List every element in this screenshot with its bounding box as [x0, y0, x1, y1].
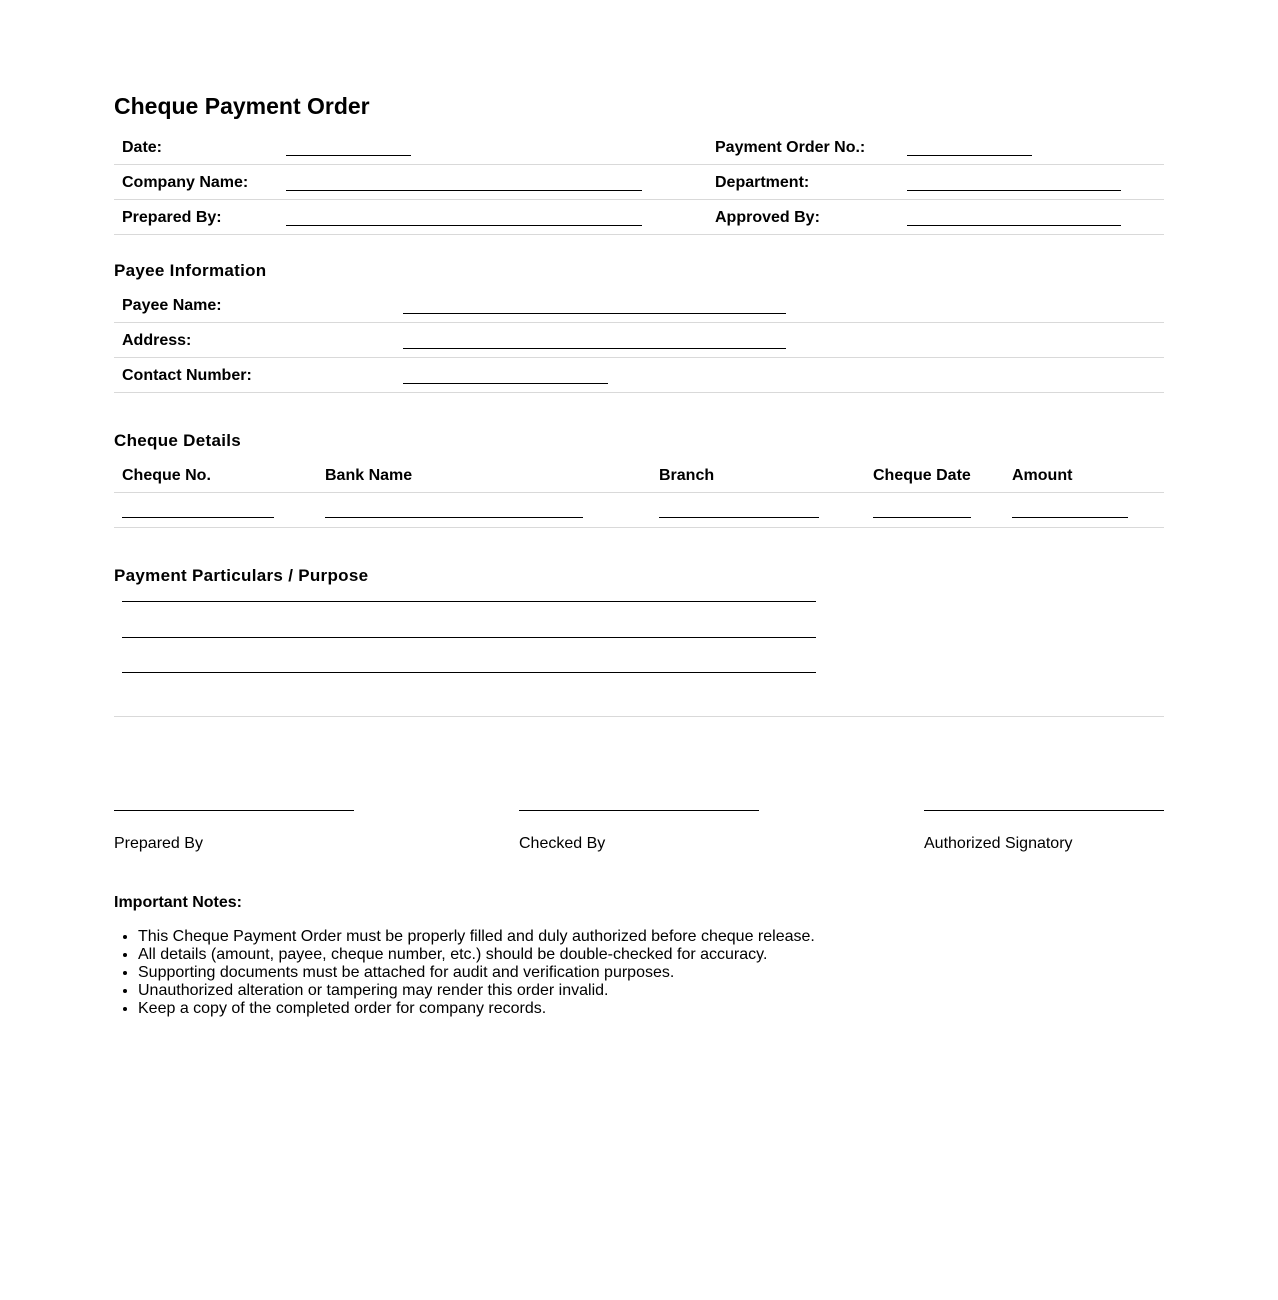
checked-by-signature-line[interactable] [519, 810, 759, 811]
authorized-signature-line[interactable] [924, 810, 1164, 811]
col-bank-name: Bank Name [325, 467, 413, 484]
note-item: • Unauthorized alteration or tampering may render this order invalid. [138, 982, 815, 1000]
cheque-no-field[interactable] [122, 517, 274, 518]
particulars-section-title: Payment Particulars / Purpose [114, 566, 369, 585]
note-item: • Supporting documents must be attached for audit and verification purposes. [138, 964, 815, 982]
col-cheque-date: Cheque Date [873, 467, 971, 484]
payee-row-address [114, 323, 1164, 358]
checked-by-signature-label: Checked By [519, 835, 606, 852]
col-branch: Branch [659, 467, 715, 484]
cheque-entry-row [114, 493, 1164, 528]
note-item: • Keep a copy of the completed order for company records. [138, 1000, 815, 1018]
department-field[interactable] [907, 190, 1121, 191]
header-row-prepared [114, 200, 1164, 235]
cheque-date-field[interactable] [873, 517, 971, 518]
particulars-line-1[interactable] [122, 601, 816, 602]
department-label: Department: [715, 174, 810, 191]
cheque-header-row [114, 458, 1164, 493]
payment-order-no-label: Payment Order No.: [715, 139, 866, 156]
amount-field[interactable] [1012, 517, 1128, 518]
note-item: • This Cheque Payment Order must be properly filled and duly authorized before cheque release. [138, 928, 815, 946]
date-label: Date: [122, 139, 163, 156]
col-amount: Amount [1012, 467, 1073, 484]
company-name-label: Company Name: [122, 174, 249, 191]
branch-field[interactable] [659, 517, 819, 518]
approved-by-label: Approved By: [715, 209, 820, 226]
payee-name-field[interactable] [403, 313, 786, 314]
cheque-section [114, 423, 1164, 528]
cheque-section-title: Cheque Details [114, 431, 242, 450]
prepared-by-field[interactable] [286, 225, 642, 226]
prepared-by-signature-label: Prepared By [114, 835, 203, 852]
address-label: Address: [122, 332, 192, 349]
note-item: • All details (amount, payee, cheque number, etc.) should be double-checked for accuracy. [138, 946, 815, 964]
contact-number-label: Contact Number: [122, 367, 252, 384]
header-row-date [114, 130, 1164, 165]
particulars-line-3[interactable] [122, 672, 816, 673]
payee-row-name [114, 288, 1164, 323]
bank-name-field[interactable] [325, 517, 583, 518]
address-field[interactable] [403, 348, 786, 349]
contact-number-field[interactable] [403, 383, 608, 384]
date-field[interactable] [286, 155, 411, 156]
particulars-line-2[interactable] [122, 637, 816, 638]
page-title: Cheque Payment Order [114, 93, 370, 119]
header-row-company [114, 165, 1164, 200]
particulars-section [114, 558, 1164, 717]
notes-title: Important Notes: [114, 894, 242, 911]
payment-order-no-field[interactable] [907, 155, 1032, 156]
company-name-field[interactable] [286, 190, 642, 191]
particulars-lines [114, 593, 1164, 717]
col-cheque-no: Cheque No. [122, 467, 211, 484]
prepared-by-signature-line[interactable] [114, 810, 354, 811]
prepared-by-label: Prepared By: [122, 209, 222, 226]
payee-section [114, 253, 1164, 393]
header-fields [114, 130, 1164, 235]
payee-section-title: Payee Information [114, 261, 267, 280]
payee-name-label: Payee Name: [122, 297, 222, 314]
notes-list [114, 928, 815, 1018]
cheque-payment-order-form [114, 90, 1164, 1017]
payee-row-contact [114, 358, 1164, 393]
approved-by-field[interactable] [907, 225, 1121, 226]
authorized-signatory-label: Authorized Signatory [924, 835, 1073, 852]
